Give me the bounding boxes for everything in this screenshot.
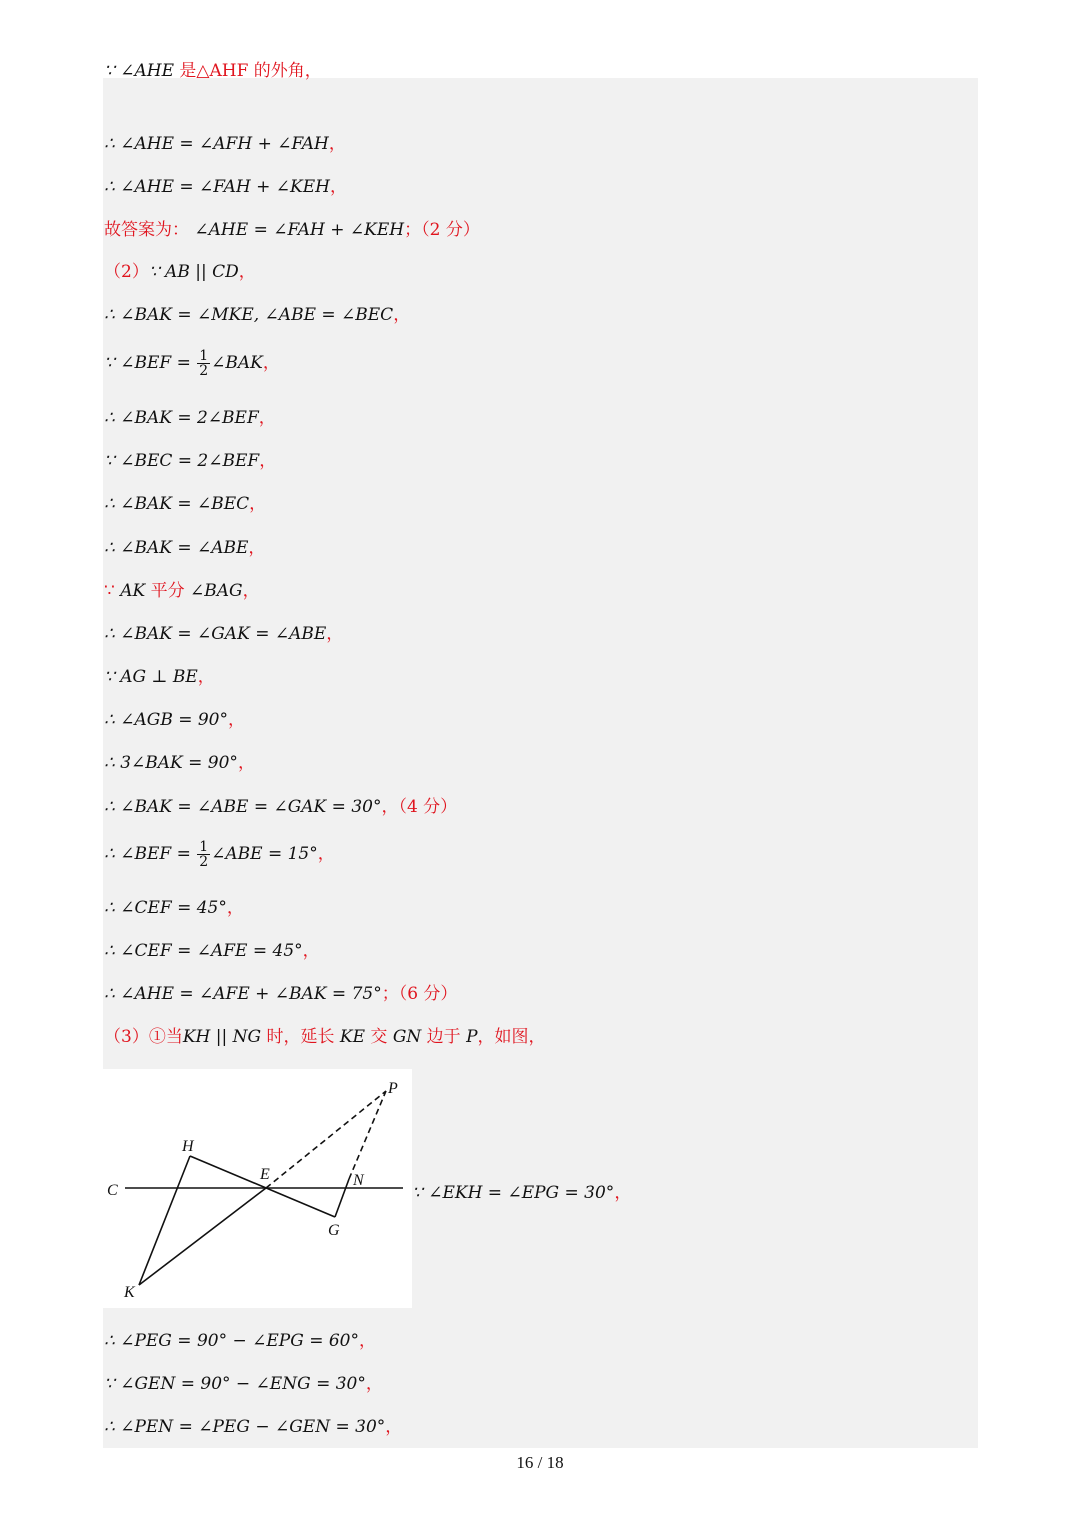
red-text: 是△AHF 的外角，	[179, 61, 322, 81]
red-text: ，	[197, 667, 215, 687]
math-text: ∴ 3∠BAK = 90°	[104, 753, 238, 773]
math-text: ∠BAG	[190, 581, 243, 601]
segment-gn	[335, 1179, 349, 1217]
math-text: AK	[120, 581, 151, 601]
red-text: ，	[302, 941, 320, 961]
red-text: ，	[242, 581, 260, 601]
red-text: ，	[248, 538, 266, 558]
math-text: ∴ ∠CEF = ∠AFE = 45°	[104, 941, 303, 961]
math-text: ∴ ∠AHE = ∠AFH + ∠FAH	[104, 134, 329, 154]
solution-line-0	[104, 60, 322, 82]
solution-line-4	[104, 261, 256, 283]
math-text: P	[466, 1027, 478, 1047]
solution-line-17: ∴ ∠BEF = $\frac{1}{2}$ ∠ABE = 15°，	[104, 839, 335, 870]
label-c: C	[107, 1182, 118, 1199]
solution-line-19	[104, 940, 320, 962]
red-text: （3）①当	[104, 1027, 183, 1047]
red-text: ，	[326, 624, 344, 644]
red-text: 故答案为：	[104, 220, 189, 240]
red-text: ，	[249, 494, 267, 514]
label-e: E	[260, 1166, 270, 1183]
segment-ep-dashed	[266, 1091, 386, 1188]
geometry-diagram	[103, 1069, 412, 1308]
math-text: ∴ ∠BAK = 2∠BEF	[104, 408, 259, 428]
math-text: ∴ ∠BAK = ∠ABE	[104, 538, 249, 558]
solution-line-11	[104, 580, 260, 602]
fraction: $\frac{1}{2}$	[199, 348, 209, 379]
red-text: 边于	[426, 1027, 467, 1047]
red-text: ，	[393, 305, 411, 325]
solution-line-7	[104, 407, 276, 429]
math-text: ∴ ∠BAK = ∠BEC	[104, 494, 250, 514]
math-text: ∴ ∠CEF = 45°	[104, 898, 227, 918]
math-text: ∴ ∠PEG = 90° − ∠EPG = 60°	[104, 1331, 359, 1351]
red-text: ，	[365, 1374, 383, 1394]
math-text: KH || NG	[182, 1027, 267, 1047]
math-text: ∵ ∠BEC = 2∠BEF	[104, 451, 260, 471]
solution-line-24	[104, 1373, 383, 1395]
solution-line-15	[104, 752, 255, 774]
red-text: ，	[328, 134, 346, 154]
math-text: ∵ ∠GEN = 90° − ∠ENG = 30°	[104, 1374, 366, 1394]
math-text: ∴ ∠BAK = ∠MKE, ∠ABE = ∠BEC	[104, 305, 394, 325]
math-text: ∴ ∠AHE = ∠FAH + ∠KEH	[104, 177, 330, 197]
geometry-figure	[103, 1069, 412, 1308]
label-k: K	[124, 1284, 135, 1301]
page-number: 16 / 18	[516, 1453, 564, 1472]
math-text: ∴ ∠BAK = ∠GAK = ∠ABE	[104, 624, 327, 644]
math-text: ∵ ∠AHE	[104, 61, 180, 81]
solution-line-20	[104, 983, 457, 1005]
red-text: ，	[358, 1331, 376, 1351]
red-text: ，	[329, 177, 347, 197]
solution-line-13	[104, 666, 215, 688]
red-text: ，	[258, 408, 276, 428]
math-text: ∴ ∠BAK = ∠ABE = ∠GAK = 30°	[104, 797, 382, 817]
solution-line-12	[104, 623, 343, 645]
math-text: KE	[339, 1027, 371, 1047]
solution-line-14	[104, 709, 245, 731]
red-text: ，	[238, 262, 256, 282]
solution-line-5	[104, 304, 410, 326]
solution-line-3	[104, 219, 480, 241]
red-text: （2）	[104, 262, 149, 282]
red-text: 时，延长	[266, 1027, 340, 1047]
solution-line-8	[104, 450, 276, 472]
red-text: ，	[226, 898, 244, 918]
red-text: ∵	[104, 581, 121, 601]
solution-line-1	[104, 133, 346, 155]
math-text: ∴ ∠PEN = ∠PEG − ∠GEN = 30°	[104, 1417, 386, 1437]
segment-np-dashed	[349, 1091, 386, 1179]
red-text: ；（2 分）	[404, 220, 480, 240]
red-text: ，如图，	[477, 1027, 546, 1047]
solution-line-6: ∵ ∠BEF = $\frac{1}{2}$ ∠BAK，	[104, 348, 280, 379]
red-text: 平分	[150, 581, 191, 601]
red-text: ，	[228, 710, 245, 730]
red-text: ，	[259, 451, 277, 471]
red-text: ，	[237, 753, 255, 773]
math-text: ∴ ∠AGB = 90°	[104, 710, 228, 730]
math-text: ∵ AG ⊥ BE	[104, 667, 198, 687]
label-p: P	[388, 1080, 398, 1097]
solution-line-25	[104, 1416, 402, 1438]
label-n: N	[353, 1172, 364, 1189]
solution-line-16	[104, 796, 457, 818]
label-g: G	[328, 1222, 340, 1239]
red-text: 交	[370, 1027, 393, 1047]
solution-line-23	[104, 1330, 376, 1352]
fraction: $\frac{1}{2}$	[199, 839, 209, 870]
solution-line-9	[104, 493, 266, 515]
red-text: ，（4 分）	[381, 797, 458, 817]
solution-line-18	[104, 897, 244, 919]
math-text: ∵ AB || CD	[148, 262, 239, 282]
figure-side-statement: ∵ ∠EKH = ∠EPG = 30°，	[412, 1183, 632, 1203]
solution-line-21	[104, 1026, 546, 1048]
math-text: ∴ ∠AHE = ∠AFE + ∠BAK = 75°	[104, 984, 382, 1004]
math-text: GN	[392, 1027, 427, 1047]
solution-line-10	[104, 537, 265, 559]
math-text: ∠AHE = ∠FAH + ∠KEH	[189, 220, 405, 240]
solution-line-2	[104, 176, 347, 198]
red-text: ，	[385, 1417, 403, 1437]
red-text: ；（6 分）	[381, 984, 458, 1004]
label-h: H	[182, 1138, 194, 1155]
